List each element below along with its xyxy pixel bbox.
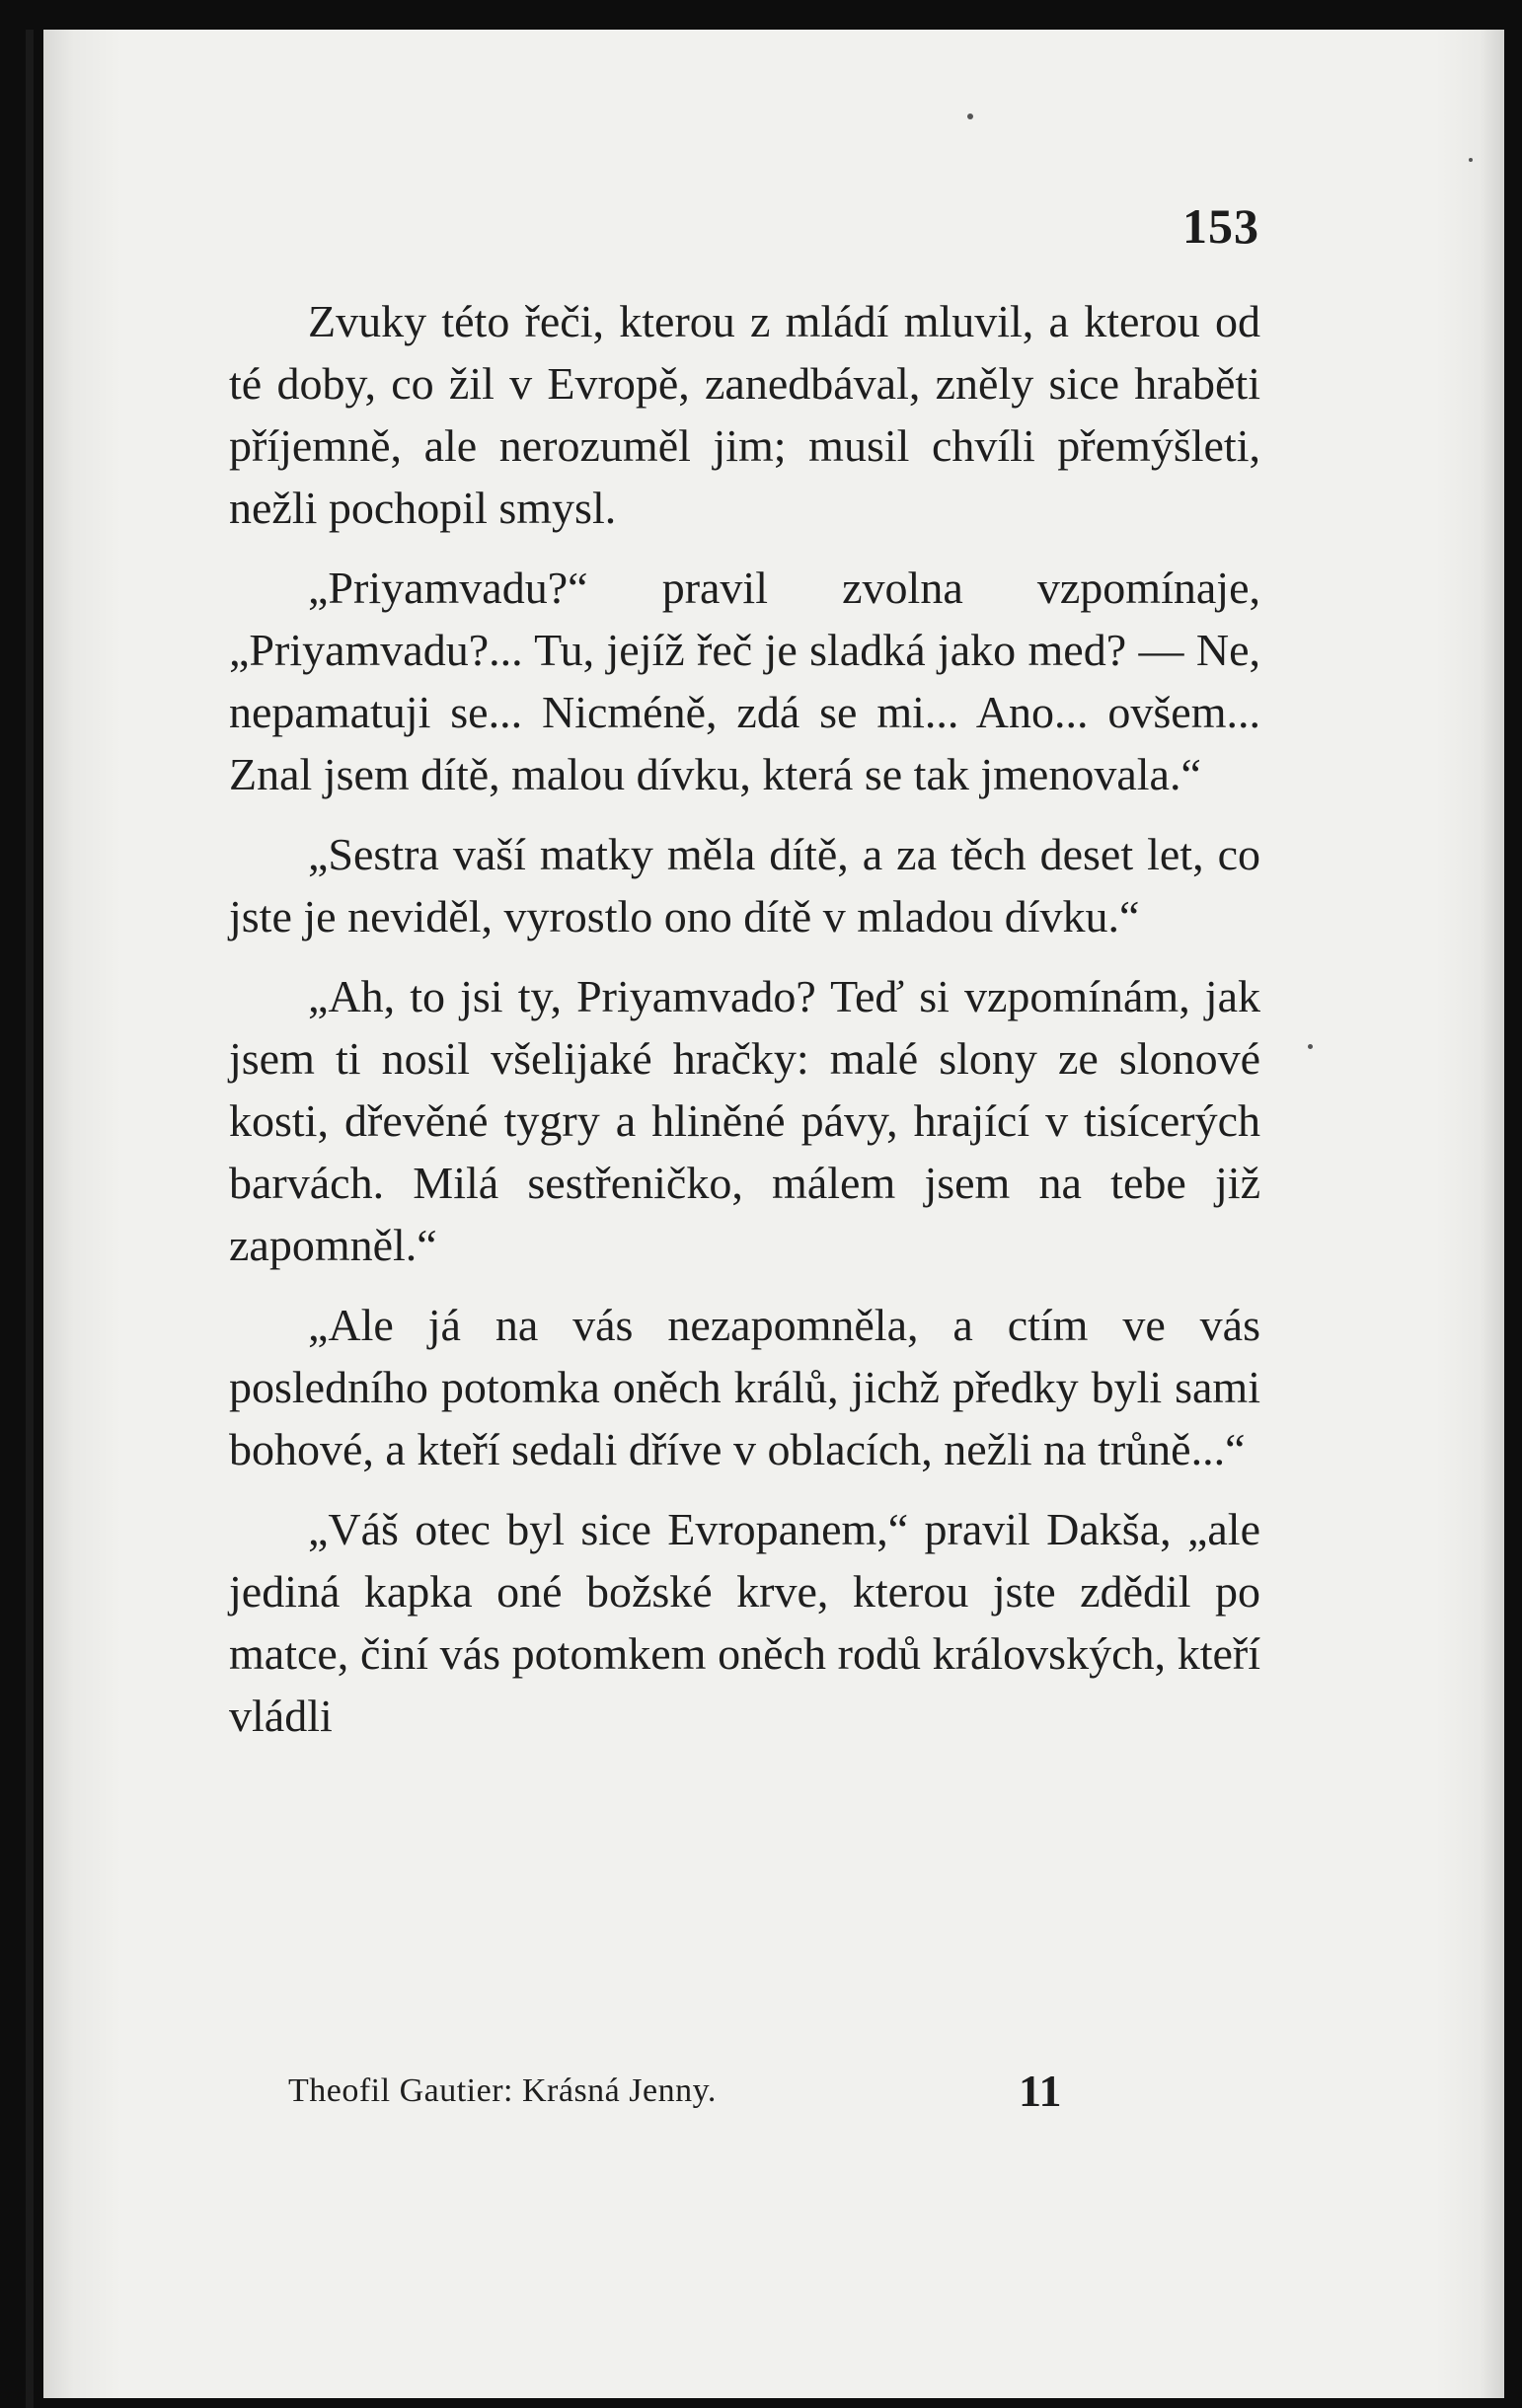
- paragraph: „Sestra vaší matky měla dítě, a za těch deset let, co jste je neviděl, vyrostlo ono dítě v mladou dívku.“: [229, 829, 1260, 941]
- paragraph: „Váš otec byl sice Evropanem,“ pravil Dakša, „ale jediná kapka oné božské krve, kterou jste zdědil po matce, činí vás potomkem oněch rodů královských, kteří vládli: [229, 1504, 1260, 1741]
- scan-speck: [967, 113, 973, 119]
- paragraph: „Ale já na vás nezapomněla, a ctím ve vás posledního potomka oněch králů, jichž předky byli sami bohové, a kteří sedali dříve v oblacích, nežli na trůně...“: [229, 1300, 1260, 1474]
- paragraph: „Ah, to jsi ty, Priyamvado? Teď si vzpomínám, jak jsem ti nosil všelijaké hračky: malé slony ze slonové kosti, dřevěné tygry a hliněné pávy, hrající v tisícerých barvách. Milá sestřeničko, málem jsem na tebe již zapomněl.“: [229, 971, 1260, 1270]
- page-number: 153: [1182, 198, 1259, 254]
- paragraph: Zvuky této řeči, kterou z mládí mluvil, a kterou od té doby, co žil v Evropě, zanedbával, zněly sice hraběti příjemně, ale nerozuměl jim; musil chvíli přemýšleti, nežli pochopil smysl.: [229, 296, 1260, 533]
- signature-mark: 11: [1019, 2066, 1062, 2116]
- binding-edge: [26, 30, 34, 2408]
- page-footer: [288, 2066, 1078, 2116]
- footer-credit: Theofil Gautier: Krásná Jenny.: [288, 2072, 717, 2109]
- scan-speck: [1469, 158, 1473, 162]
- paragraph: „Priyamvadu?“ pravil zvolna vzpomínaje, „Priyamvadu?... Tu, jejíž řeč je sladká jako med? — Ne, nepamatuji se... Nicméně, zdá se mi... Ano... ovšem... Znal jsem dítě, malou dívku, která se tak jmenovala.“: [229, 563, 1260, 799]
- scan-speck: [1308, 1044, 1313, 1049]
- body-text: [229, 290, 1260, 1765]
